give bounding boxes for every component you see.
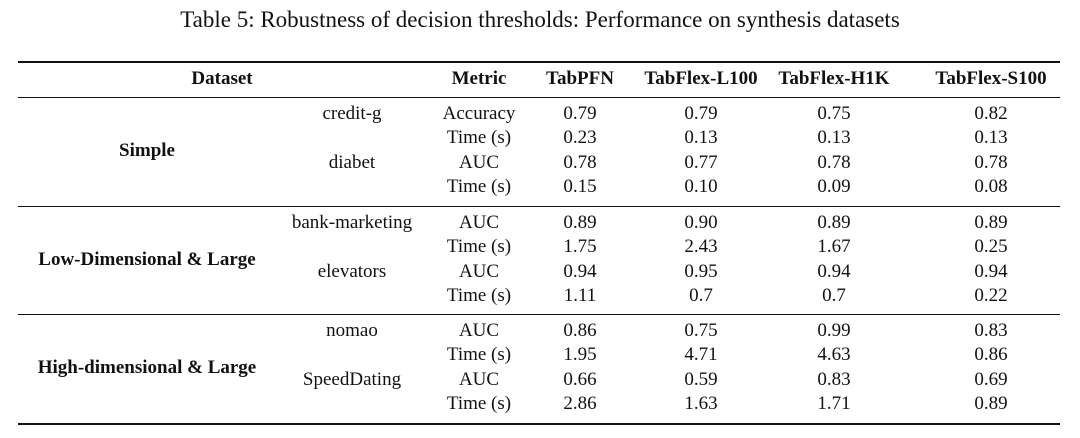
dataset-name: credit-g — [322, 103, 382, 124]
value-cell: 0.86 — [974, 344, 1008, 366]
value-cell: 0.69 — [974, 368, 1008, 390]
value-cell: 0.89 — [974, 393, 1008, 415]
group-label: High-dimensional & Large — [37, 356, 257, 378]
value-cell: 0.15 — [563, 176, 597, 198]
value-cell: 0.78 — [817, 151, 851, 173]
table-caption: Table 5: Robustness of decision thresholds: Performance on synthesis datasets — [180, 7, 900, 32]
metric-label: Time (s) — [446, 176, 512, 198]
metric-label: Time (s) — [446, 127, 512, 149]
metric-label: Time (s) — [446, 393, 512, 415]
value-cell: 0.75 — [684, 320, 718, 341]
metric-label: Accuracy — [442, 103, 516, 124]
value-cell: 0.25 — [974, 236, 1008, 258]
metric-label: Time (s) — [446, 285, 512, 307]
dataset-name: diabet — [328, 151, 376, 173]
top-rule — [18, 61, 1060, 63]
value-cell: 0.83 — [974, 320, 1008, 341]
metric-label: AUC — [458, 260, 500, 282]
value-cell: 0.99 — [817, 320, 851, 341]
value-cell: 0.10 — [684, 176, 718, 198]
value-cell: 0.13 — [684, 127, 718, 149]
value-cell: 0.94 — [974, 260, 1008, 282]
group-rule — [18, 206, 1060, 207]
value-cell: 1.67 — [817, 236, 851, 258]
value-cell: 0.7 — [822, 285, 846, 307]
value-cell: 2.43 — [684, 236, 718, 258]
metric-label: AUC — [458, 212, 500, 233]
dataset-name: nomao — [326, 320, 378, 341]
value-cell: 0.13 — [974, 127, 1008, 149]
metric-label: AUC — [458, 368, 500, 390]
value-cell: 0.86 — [563, 320, 597, 341]
metric-label: Time (s) — [446, 344, 512, 366]
value-cell: 0.13 — [817, 127, 851, 149]
group-label: Simple — [119, 139, 175, 161]
value-cell: 0.89 — [974, 212, 1008, 233]
metric-label: AUC — [458, 151, 500, 173]
value-cell: 0.59 — [684, 368, 718, 390]
dataset-name: bank-marketing — [291, 212, 413, 233]
value-cell: 0.79 — [684, 103, 718, 124]
value-cell: 1.75 — [563, 236, 597, 258]
header-model: TabFlex-H1K — [778, 68, 890, 89]
value-cell: 0.79 — [563, 103, 597, 124]
group-rule — [18, 314, 1060, 315]
value-cell: 1.71 — [817, 393, 851, 415]
header-model: TabPFN — [546, 68, 614, 89]
dataset-name: SpeedDating — [302, 368, 402, 390]
header-model: TabFlex-L100 — [644, 68, 758, 89]
value-cell: 0.09 — [817, 176, 851, 198]
metric-label: Time (s) — [446, 236, 512, 258]
value-cell: 0.94 — [563, 260, 597, 282]
header-rule — [18, 97, 1060, 98]
value-cell: 2.86 — [563, 393, 597, 415]
value-cell: 4.71 — [684, 344, 718, 366]
value-cell: 1.11 — [563, 285, 597, 307]
metric-label: AUC — [458, 320, 500, 341]
value-cell: 0.95 — [684, 260, 718, 282]
value-cell: 0.22 — [974, 285, 1008, 307]
header-dataset: Dataset — [191, 68, 253, 89]
value-cell: 1.95 — [563, 344, 597, 366]
value-cell: 0.23 — [563, 127, 597, 149]
value-cell: 0.83 — [817, 368, 851, 390]
value-cell: 0.77 — [684, 151, 718, 173]
value-cell: 0.90 — [684, 212, 718, 233]
value-cell: 0.78 — [974, 151, 1008, 173]
dataset-name: elevators — [317, 260, 387, 282]
header-metric: Metric — [451, 68, 507, 89]
value-cell: 1.63 — [684, 393, 718, 415]
value-cell: 0.7 — [689, 285, 713, 307]
value-cell: 0.78 — [563, 151, 597, 173]
value-cell: 0.08 — [974, 176, 1008, 198]
value-cell: 0.66 — [563, 368, 597, 390]
bottom-rule — [18, 423, 1060, 425]
value-cell: 0.89 — [817, 212, 851, 233]
header-model: TabFlex-S100 — [935, 68, 1047, 89]
group-label: Low-Dimensional & Large — [38, 248, 256, 270]
value-cell: 0.94 — [817, 260, 851, 282]
value-cell: 0.82 — [974, 103, 1008, 124]
value-cell: 4.63 — [817, 344, 851, 366]
value-cell: 0.75 — [817, 103, 851, 124]
value-cell: 0.89 — [563, 212, 597, 233]
